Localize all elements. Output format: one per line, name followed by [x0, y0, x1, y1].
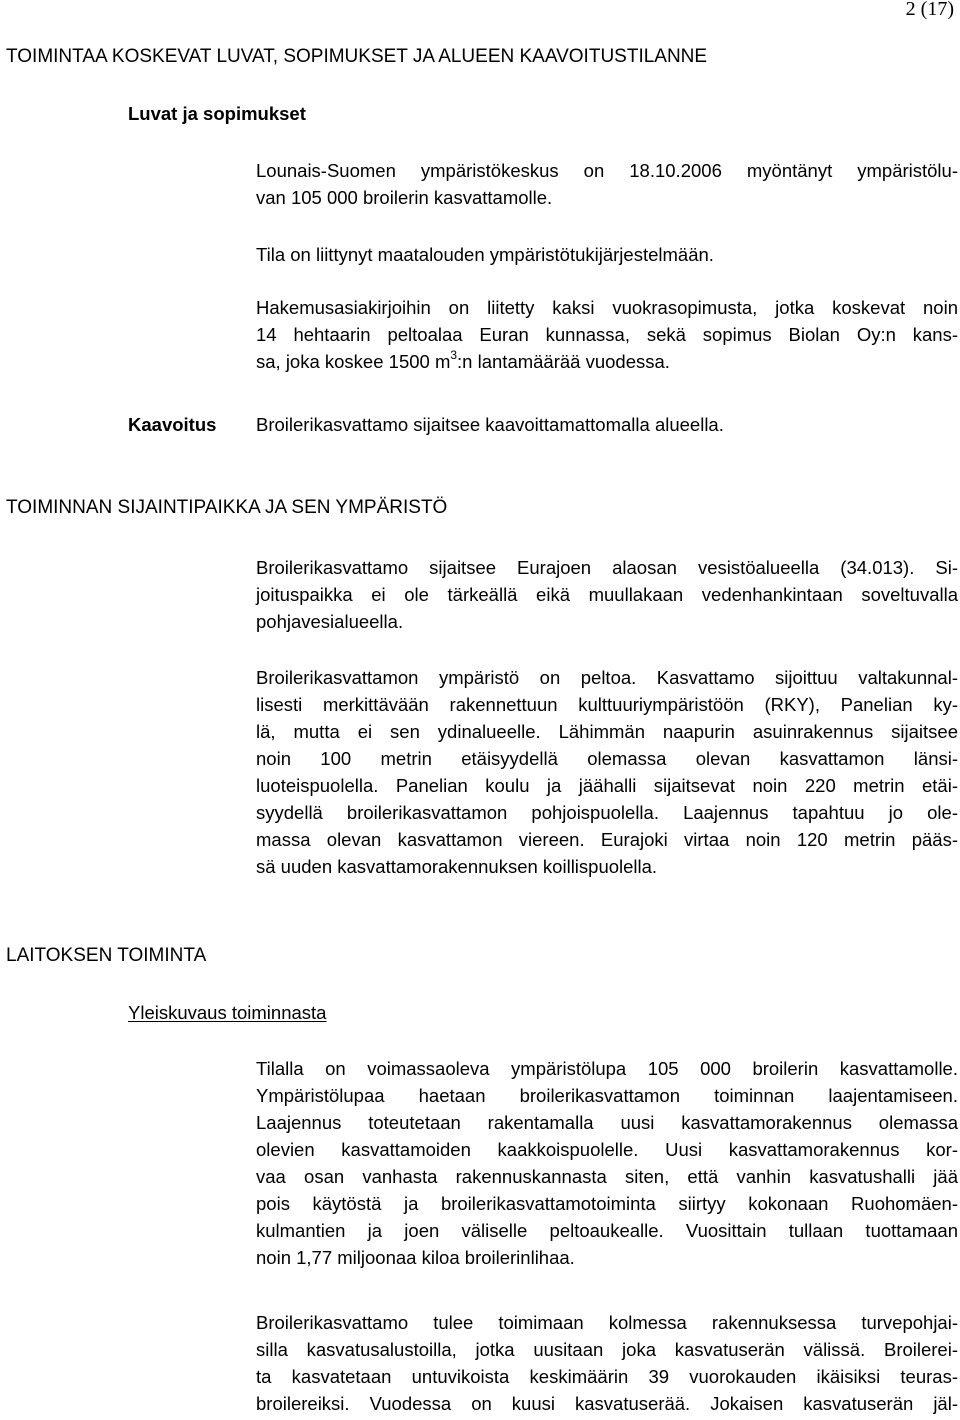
side-label-kaavoitus: Kaavoitus [128, 414, 217, 435]
section-title-location: TOIMINNAN SIJAINTIPAIKKA JA SEN YMPÄRISTÖ [6, 497, 448, 518]
text-line: pohjavesialueella. [256, 611, 404, 632]
subheading-general-description: Yleiskuvaus toiminnasta [128, 1002, 327, 1023]
text-line: Broilerikasvattamon ympäristö on peltoa. Kasvattamo sijoittuu valtakunnal- [256, 667, 958, 688]
text-line: olevien kasvattamoiden kaakkoispuolelle. Uusi kasvattamorakennus kor- [256, 1139, 958, 1160]
text-line: silla kasvatusalustoilla, jotka uusitaan joka kasvatuserän välissä. Broilerei- [256, 1339, 958, 1360]
paragraph-zoning [256, 411, 958, 438]
page-number: 2 (17) [905, 0, 954, 20]
text-line: lisesti merkittävään rakennettuun kulttuuriympäristöön (RKY), Panelian ky- [256, 694, 958, 715]
text-line: massa olevan kasvattamon viereen. Eurajoki virtaa noin 120 metrin pääs- [256, 829, 958, 850]
text-line: vaa osan vanhasta rakennuskannasta siten, että vanhin kasvatushalli jää [256, 1166, 958, 1187]
text-line: Laajennus toteutetaan rakentamalla uusi kasvattamorakennus olemassa [256, 1112, 958, 1133]
paragraph-watershed [256, 554, 958, 635]
text-line: sä uuden kasvattamorakennuksen koillispuolella. [256, 856, 658, 877]
text-line: broilereiksi. Vuodessa on kuusi kasvatuserää. Jokaisen kasvatuserän jäl- [256, 1393, 958, 1414]
text-line: van 105 000 broilerin kasvattamolle. [256, 187, 553, 208]
paragraph-production [256, 1309, 958, 1417]
text-line: Lounais-Suomen ympäristökeskus on 18.10.2006 myöntänyt ympäristölu- [256, 160, 958, 181]
section-title-permits: TOIMINTAA KOSKEVAT LUVAT, SOPIMUKSET JA ALUEEN KAAVOITUSTILANNE [6, 46, 708, 67]
text-line: Tila on liittynyt maatalouden ympäristötukijärjestelmään. [256, 244, 714, 265]
paragraph-surroundings [256, 664, 958, 880]
paragraph-environmental-permit [256, 157, 958, 211]
text-line: Hakemusasiakirjoihin on liitetty kaksi vuokrasopimusta, jotka koskevat noin [256, 297, 958, 318]
text-fragment: :n lantamäärää vuodessa. [457, 351, 670, 372]
paragraph-lease-agreements [256, 294, 958, 375]
paragraph-support-system [256, 241, 958, 268]
text-line: 14 hehtaarin peltoalaa Euran kunnassa, sekä sopimus Biolan Oy:n kans- [256, 324, 958, 345]
text-line: joituspaikka ei ole tärkeällä eikä muullakaan vedenhankintaan soveltuvalla [256, 584, 958, 605]
text-line: Ympäristölupaa haetaan broilerikasvattamon toiminnan laajentamiseen. [256, 1085, 958, 1106]
subheading-permits-agreements: Luvat ja sopimukset [128, 103, 306, 124]
text-line [256, 348, 958, 375]
text-line: Broilerikasvattamo tulee toimimaan kolmessa rakennuksessa turvepohjai- [256, 1312, 958, 1333]
text-line: kulmantien ja joen väliselle peltoaukealle. Vuosittain tullaan tuottamaan [256, 1220, 958, 1241]
paragraph-existing-permit [256, 1055, 958, 1271]
text-line: noin 1,77 miljoonaa kiloa broilerinlihaa. [256, 1247, 575, 1268]
text-line: Broilerikasvattamo sijaitsee Eurajoen alaosan vesistöalueella (34.013). Si- [256, 557, 958, 578]
text-line: Broilerikasvattamo sijaitsee kaavoittamattomalla alueella. [256, 414, 724, 435]
text-line: ta kasvatetaan untuvikoista keskimäärin 39 vuorokauden ikäisiksi teuras- [256, 1366, 958, 1387]
text-line: Tilalla on voimassaoleva ympäristölupa 105 000 broilerin kasvattamolle. [256, 1058, 958, 1079]
text-fragment: sa, joka koskee 1500 m [256, 351, 451, 372]
superscript: 3 [450, 347, 458, 362]
text-line: noin 100 metrin etäisyydellä olemassa olevan kasvattamon länsi- [256, 748, 958, 769]
text-line: syydellä broilerikasvattamon pohjoispuolella. Laajennus tapahtuu jo ole- [256, 802, 958, 823]
text-line: pois käytöstä ja broilerikasvattamotoiminta siirtyy kokonaan Ruohomäen- [256, 1193, 958, 1214]
text-line: lä, mutta ei sen ydinalueelle. Lähimmän naapurin asuinrakennus sijaitsee [256, 721, 958, 742]
text-line: luoteispuolella. Panelian koulu ja jäähalli sijaitsevat noin 220 metrin etäi- [256, 775, 958, 796]
section-title-operations: LAITOKSEN TOIMINTA [6, 945, 207, 966]
